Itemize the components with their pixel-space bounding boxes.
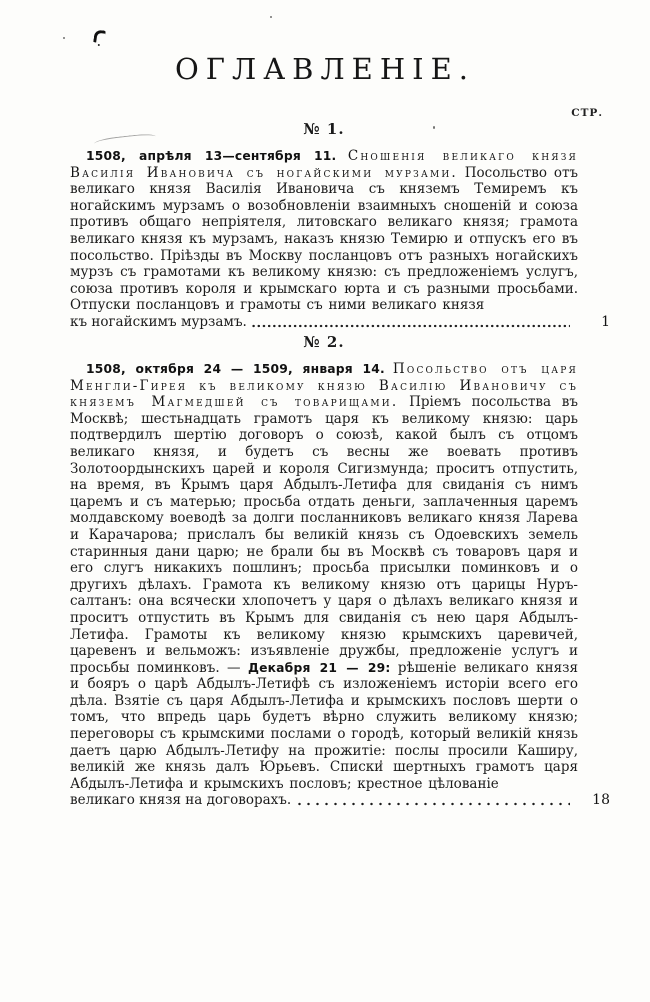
entry-page-number: 18 — [592, 792, 610, 809]
toc-entry-1 — [70, 120, 610, 331]
scan-speck — [270, 16, 272, 18]
entry-text — [70, 148, 578, 314]
dot-leader — [295, 802, 570, 806]
entry-number-heading: № 2. — [303, 333, 345, 351]
entry-tail-row — [70, 792, 610, 809]
entry-tail-text: къ ногайскимъ мурзамъ. — [70, 313, 247, 330]
page-column-header: СТР. — [571, 107, 603, 119]
entry-page-number: 1 — [601, 313, 610, 330]
entry-text — [70, 361, 578, 792]
ink-smudge-artifact — [93, 29, 106, 43]
entry-body: Пріемъ посольства въ Москвѣ; шестьнадцать грамотъ царя къ великому князю: царь подтвердилъ шертію договоръ о союзѣ, какой былъ съ отцомъ великаго князя, и будетъ съ весны же воевать противъ Золотоордынскихъ царей и короля Сигизмунда; проситъ отпустить, на время, въ Крымъ царя Абдылъ-Летифа для свиданія съ нимъ царемъ и съ матерью; просьба отдать деньги, заплаченныя царемъ молдавскому воеводѣ за долги посланниковъ великаго князя Ларева и Карачарова; прислалъ бы великій князь съ Одоевскихъ земель старинныя дани царю; не брали бы въ Москвѣ съ товаровъ царя и его слугъ никакихъ пошлинъ; просьба присылки поминковъ и о другихъ дѣлахъ. Грамота къ великому князю отъ царицы Нуръ-салтанъ: она всячески хлопочетъ у царя о дѣлахъ великаго князя и проситъ отпустить въ Крымъ для свиданія съ нею царя Абдылъ-Летифа. Грамоты къ великому князю крымскихъ царевичей, царевенъ и вельможъ: изъявленіе дружбы, предложеніе услугъ и просьбы поминковъ. — — [70, 394, 578, 676]
entry-subject: Посольство отъ царя Менгли-Гирея къ великому князю Василію Ивановичу съ княземъ Магмедшей съ товарищами. — [70, 361, 578, 411]
entry-tail-text: великаго князя на договорахъ. — [70, 792, 292, 809]
entry-body: рѣшеніе великаго князя и бояръ о царѣ Абдылъ-Летифѣ съ изложеніемъ исторіи всего его дѣла. Взятіе съ царя Абдылъ-Летифа и крымскихъ пословъ шерти о томъ, что впредь царь будетъ вѣрно служить великому князю; переговоры съ крымскими послами о городѣ, который великій князь даетъ царю Абдылъ-Летифу на прожитіе: послы просили Каширу, великій же князь далъ Юрьевъ. Списки шертныхъ грамотъ царя Абдылъ-Летифа и крымскихъ пословъ; крестное цѣлованіе — [70, 659, 578, 792]
dot-leader — [251, 324, 570, 328]
entry-date-range: 1508, апрѣля 13—сентября 11. — [86, 149, 337, 163]
scan-speck — [63, 37, 65, 39]
entry-subject: Сношенія великаго князя Василія Ивановича съ ногайскими мурзами. — [70, 148, 579, 181]
entry-date-inline: Декабря 21 — 29: — [247, 660, 391, 675]
entry-number-heading: № 1. — [303, 120, 345, 138]
toc-entry-2 — [70, 333, 610, 809]
entry-body: Посольство отъ великаго князя Василія Ивановича съ княземъ Темиремъ къ ногайскимъ мурзамъ о возобновленіи взаимныхъ сношеній и союза противъ общаго непріятеля, литовскаго великаго князя; грамота великаго князя къ мурзамъ, наказъ князю Темирю и отпускъ его въ посольство. Пріѣзды въ Москву посланцовъ отъ разныхъ ногайскихъ мурзъ съ грамотами къ великому князю: съ предложеніемъ услугъ, союза противъ короля и крымскаго юрта и съ разными просьбами. Отпуски посланцовъ и грамоты съ ними великаго князя — [70, 164, 579, 314]
entry-tail-row — [70, 314, 610, 331]
entry-date-range: 1508, октября 24 — 1509, января 14. — [86, 362, 385, 376]
page-title: ОГЛАВЛЕНІЕ. — [175, 52, 475, 86]
